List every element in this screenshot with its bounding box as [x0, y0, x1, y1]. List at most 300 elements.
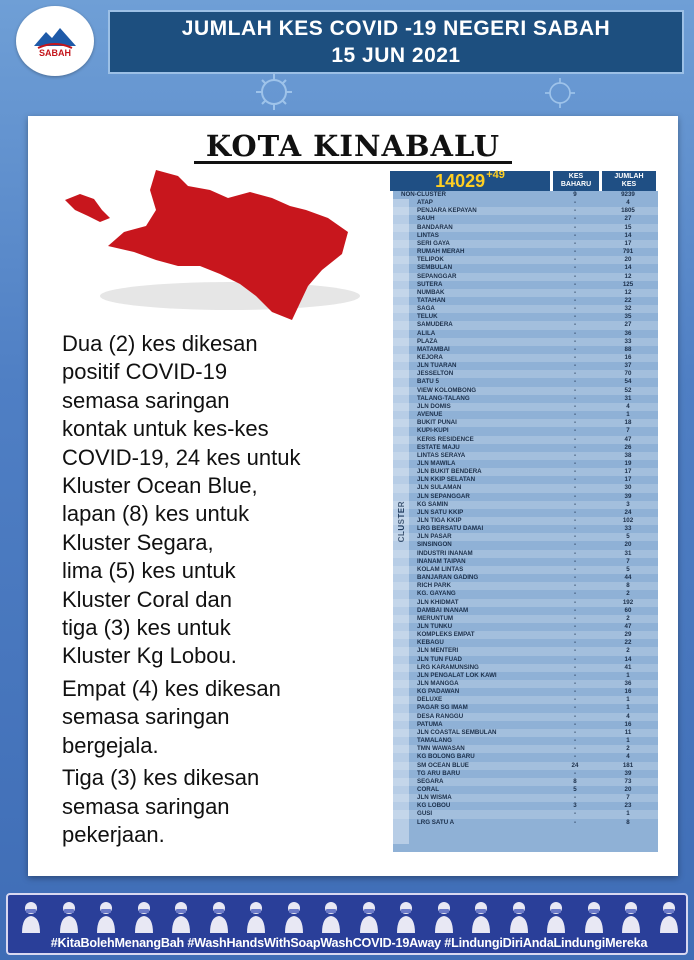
table-row-non-cluster: NON-CLUSTER 9 9239: [401, 191, 635, 198]
table-row: [393, 672, 658, 680]
cluster-new-cases: -: [573, 386, 577, 394]
cluster-total-cases: 31: [624, 394, 632, 402]
cluster-new-cases: -: [573, 248, 577, 256]
frontliner-figure-icon: [583, 899, 605, 933]
table-row: [393, 403, 658, 411]
cluster-total-cases: 47: [624, 622, 632, 630]
cluster-new-cases: -: [573, 541, 577, 549]
table-row: [393, 248, 658, 256]
header-date: 15 JUN 2021: [331, 44, 461, 67]
cluster-total-cases: 4: [626, 753, 630, 761]
cluster-name: JLN COASTAL SEMBULAN: [417, 728, 497, 736]
cluster-total-cases: 44: [624, 574, 632, 582]
cluster-name: TATAHAN: [417, 296, 446, 304]
cluster-new-cases: -: [573, 574, 577, 582]
cluster-new-cases: -: [573, 296, 577, 304]
cluster-name: JLN BUKIT BENDERA: [417, 468, 482, 476]
table-row: [393, 493, 658, 501]
table-row: [393, 419, 658, 427]
cluster-name: SAGA: [417, 305, 435, 313]
cluster-total-cases: 3: [626, 500, 630, 508]
table-row: [393, 680, 658, 688]
cluster-total-cases: 35: [624, 313, 632, 321]
footer-banner: [6, 893, 688, 955]
cluster-new-cases: -: [573, 256, 577, 264]
cluster-name: INDUSTRI INANAM: [417, 549, 473, 557]
table-row: [393, 574, 658, 582]
cluster-total-cases: 15: [624, 223, 632, 231]
table-row: [393, 753, 658, 761]
table-row: [393, 232, 658, 240]
cluster-new-cases: -: [573, 305, 577, 313]
table-row: [393, 224, 658, 232]
virus-decoration-icon: [540, 76, 580, 110]
cluster-new-cases: -: [573, 354, 577, 361]
cluster-total-cases: 14: [624, 655, 632, 663]
frontliner-figure-icon: [95, 899, 117, 933]
cluster-name: ESTATE MAJU: [417, 443, 460, 451]
cluster-total-cases: 22: [624, 296, 632, 304]
cluster-new-cases: -: [573, 345, 577, 353]
table-row: [393, 378, 658, 386]
table-row: [393, 427, 658, 435]
cluster-new-cases: -: [573, 427, 577, 435]
cluster-total-cases: 39: [624, 492, 632, 500]
cluster-name: RUMAH MERAH: [417, 248, 465, 256]
table-row: [393, 281, 658, 289]
table-row: [393, 207, 658, 215]
cluster-new-cases: -: [573, 517, 577, 524]
cluster-new-cases: -: [573, 223, 577, 231]
cluster-total-cases: 17: [624, 239, 632, 247]
table-row: [393, 819, 658, 827]
cluster-name: RICH PARK: [417, 582, 451, 590]
cluster-name: KG PADAWAN: [417, 688, 460, 696]
cluster-name: ALILA: [417, 329, 436, 337]
cluster-total-cases: 181: [622, 761, 634, 769]
cluster-new-cases: -: [573, 688, 577, 696]
cluster-total-cases: 125: [622, 280, 634, 288]
cluster-total-cases: 17: [624, 476, 632, 484]
frontliner-figure-icon: [20, 899, 42, 933]
cluster-new-cases: -: [573, 459, 577, 467]
table-row: [393, 704, 658, 712]
table-row: [393, 297, 658, 305]
table-row: [393, 810, 658, 818]
page-header: [108, 10, 684, 74]
cluster-name: SEMBULAN: [417, 264, 453, 272]
cluster-new-cases: -: [573, 818, 577, 826]
cluster-total-cases: 12: [624, 272, 632, 280]
footer-hashtags: #KitaBolehMenangBah #WashHandsWithSoapWashCOVID-19Away #LindungiDiriAndaLindungiMereka: [50, 936, 648, 950]
cluster-total-cases: 37: [624, 362, 632, 370]
cluster-new-cases: -: [573, 378, 577, 386]
table-row: [393, 615, 658, 623]
table-row: [393, 370, 658, 378]
cluster-name: MATAMBAI: [417, 345, 450, 353]
cluster-name: SAMUDERA: [417, 321, 453, 329]
cluster-new-cases: 24: [571, 761, 579, 769]
table-row: [393, 729, 658, 737]
cluster-name: TAMALANG: [417, 737, 452, 745]
cluster-new-cases: -: [573, 606, 577, 614]
table-row: [393, 395, 658, 403]
table-row: [393, 639, 658, 647]
cluster-new-cases: -: [573, 680, 577, 687]
cluster-name: KG SAMIN: [417, 500, 448, 508]
cluster-name: JLN MAWILA: [417, 459, 456, 467]
cluster-total-cases: 24: [624, 508, 632, 516]
cluster-name: SEPANGGAR: [417, 272, 457, 280]
cluster-new-cases: -: [573, 639, 577, 647]
logo-text: SABAH: [38, 48, 71, 58]
cluster-new-cases: -: [573, 468, 577, 476]
frontliner-figure-icon: [170, 899, 192, 933]
table-row: [393, 688, 658, 696]
cluster-new-cases: -: [573, 549, 577, 557]
cluster-total-cases: 36: [624, 680, 632, 687]
cluster-new-cases: -: [573, 435, 577, 443]
cluster-name: JLN TIGA KKIP: [417, 517, 462, 524]
cluster-new-cases: -: [573, 704, 577, 712]
cluster-new-cases: -: [573, 484, 577, 492]
cluster-name: JLN KKIP SELATAN: [417, 476, 476, 484]
cluster-total-cases: 22: [624, 639, 632, 647]
cluster-total-cases: 20: [624, 785, 632, 793]
cluster-name: TELUK: [417, 313, 438, 321]
table-row: [393, 599, 658, 607]
cluster-name: BANJARAN GADING: [417, 574, 479, 582]
cluster-total-cases: 33: [624, 525, 632, 533]
cluster-name: PENJARA KEPAYAN: [417, 207, 477, 215]
kota-kinabalu-map: [60, 166, 360, 326]
cluster-total-cases: 12: [624, 288, 632, 296]
table-row: [393, 737, 658, 745]
cluster-name: JLN PENGALAT LOK KAWI: [417, 671, 497, 679]
cluster-new-cases: -: [573, 622, 577, 630]
cluster-new-cases: -: [573, 500, 577, 508]
table-row: [393, 647, 658, 655]
table-row: [393, 631, 658, 639]
frontliner-figure-icon: [208, 899, 230, 933]
table-row: [393, 313, 658, 321]
cluster-total-cases: 7: [626, 427, 630, 435]
table-row: [393, 338, 658, 346]
cluster-name: JLN DOMIS: [417, 402, 451, 410]
frontliner-figure-icon: [283, 899, 305, 933]
cluster-total-cases: 32: [624, 305, 632, 313]
table-row: [393, 289, 658, 297]
cluster-new-cases: 8: [573, 777, 577, 785]
cluster-new-cases: -: [573, 525, 577, 533]
cluster-name: LRG KARAMUNSING: [417, 663, 479, 671]
cluster-name: KEBAGU: [417, 639, 444, 647]
cluster-new-cases: -: [573, 402, 577, 410]
cluster-total-cases: 36: [624, 329, 632, 337]
table-row: [393, 411, 658, 419]
table-row: [393, 541, 658, 549]
table-row: [393, 721, 658, 729]
cluster-total-cases: 4: [626, 199, 630, 207]
table-row: [393, 362, 658, 370]
cluster-name: NUMBAK: [417, 288, 445, 296]
cluster-new-cases: -: [573, 614, 577, 622]
cluster-total-cases: 23: [624, 802, 632, 810]
table-row: [393, 517, 658, 525]
table-row: [393, 656, 658, 664]
cluster-name: SAUH: [417, 215, 435, 223]
cluster-total-cases: 29: [624, 631, 632, 639]
cluster-name: AVENUE: [417, 411, 443, 419]
cluster-new-cases: -: [573, 794, 577, 802]
table-row: [393, 582, 658, 590]
cluster-name: JLN MENTERI: [417, 647, 459, 655]
frontliner-figure-icon: [433, 899, 455, 933]
cluster-name: LINTAS SERAYA: [417, 451, 466, 459]
cluster-total-cases: 14: [624, 231, 632, 239]
cluster-new-cases: -: [573, 394, 577, 402]
cluster-new-cases: -: [573, 737, 577, 745]
sabah-logo: [16, 6, 94, 76]
cluster-total-cases: 2: [626, 647, 630, 655]
new-cases-value: +49: [486, 169, 505, 181]
frontliner-figure-icon: [658, 899, 680, 933]
cluster-total-cases: 2: [626, 590, 630, 598]
table-row: [393, 346, 658, 354]
cluster-new-cases: -: [573, 753, 577, 761]
cluster-new-cases: -: [573, 557, 577, 565]
table-row: [393, 273, 658, 281]
table-row: [393, 484, 658, 492]
cluster-total-cases: 20: [624, 256, 632, 264]
cluster-new-cases: -: [573, 720, 577, 728]
paragraph-symptomatic: Empat (4) kes dikesan semasa saringan bergejala.: [62, 675, 281, 758]
table-row: [393, 452, 658, 460]
frontliner-figure-icon: [320, 899, 342, 933]
cluster-total-cases: 54: [624, 378, 632, 386]
cluster-total-cases: 102: [622, 517, 634, 524]
cluster-total-cases: 27: [624, 321, 632, 329]
cluster-vertical-label: CLUSTER: [393, 199, 409, 844]
cluster-name: PATUMA: [417, 720, 443, 728]
frontliner-figure-icon: [620, 899, 642, 933]
cluster-total-cases: 791: [622, 248, 634, 256]
table-row: [393, 550, 658, 558]
cluster-total-cases: 7: [626, 557, 630, 565]
cluster-total-cases: 16: [624, 720, 632, 728]
frontliner-figure-icon: [133, 899, 155, 933]
cluster-name: JLN SATU KKIP: [417, 508, 464, 516]
cluster-total-cases: 17: [624, 468, 632, 476]
cluster-total-cases: 1: [626, 671, 630, 679]
cluster-total-cases: 20: [624, 541, 632, 549]
cluster-new-cases: -: [573, 492, 577, 500]
table-row: [393, 786, 658, 794]
cluster-name: KUPI-KUPI: [417, 427, 449, 435]
cluster-total-cases: 7: [626, 794, 630, 802]
cluster-new-cases: -: [573, 207, 577, 215]
cluster-new-cases: -: [573, 419, 577, 427]
table-row: [393, 533, 658, 541]
cluster-total-cases: 4: [626, 712, 630, 720]
table-row: [393, 590, 658, 598]
cluster-total-cases: 4: [626, 402, 630, 410]
cluster-name: TMN WAWASAN: [417, 745, 465, 753]
cluster-total-cases: 27: [624, 215, 632, 223]
cluster-name: PLAZA: [417, 337, 438, 345]
cluster-total-cases: 70: [624, 370, 632, 378]
cluster-total-cases: 1: [626, 411, 630, 419]
table-row: [393, 264, 658, 272]
cluster-total-cases: 60: [624, 606, 632, 614]
cluster-total-cases: 8: [626, 818, 630, 826]
cluster-new-cases: 3: [573, 802, 577, 810]
cluster-name: KEJORA: [417, 354, 443, 361]
table-row: [393, 802, 658, 810]
frontliner-figure-icon: [545, 899, 567, 933]
cluster-new-cases: -: [573, 712, 577, 720]
table-row: [393, 354, 658, 362]
cluster-total-cases: 8: [626, 582, 630, 590]
cluster-total-cases: 47: [624, 435, 632, 443]
cluster-name: BANDARAN: [417, 223, 453, 231]
cluster-new-cases: -: [573, 810, 577, 818]
cluster-new-cases: -: [573, 647, 577, 655]
cluster-total-cases: 33: [624, 337, 632, 345]
cluster-total-cases: 41: [624, 663, 632, 671]
cluster-new-cases: -: [573, 582, 577, 590]
paragraph-contact-screening: Dua (2) kes dikesan positif COVID-19 semasa saringan kontak untuk kes-kes COVID-19, 24 kes untuk Kluster Ocean Blue, lapan (8) kes untuk Kluster Segara, lima (5) kes untuk Kluster Coral dan tiga (3) kes untuk Kluster Kg Lobou.: [62, 331, 301, 669]
cluster-total-cases: 52: [624, 386, 632, 394]
table-row: [393, 745, 658, 753]
cluster-new-cases: -: [573, 231, 577, 239]
cluster-total-cases: 1: [626, 704, 630, 712]
frontliner-figure-icon: [245, 899, 267, 933]
column-header-jumlah-kes: JUMLAH KES: [602, 171, 656, 191]
paragraph-occupational: Tiga (3) kes dikesan semasa saringan pekerjaan.: [62, 765, 260, 847]
frontliner-figure-icon: [508, 899, 530, 933]
cluster-name: JLN SEPANGGAR: [417, 492, 470, 500]
cluster-name: JLN MANGGA: [417, 680, 459, 687]
cluster-new-cases: -: [573, 769, 577, 777]
cluster-name: JLN TUN FUAD: [417, 655, 463, 663]
cluster-total-cases: 1: [626, 737, 630, 745]
table-row: [393, 468, 658, 476]
cluster-name: JLN PASAR: [417, 533, 452, 541]
table-row: [393, 256, 658, 264]
cluster-name: GUSI: [417, 810, 433, 818]
cluster-name: KG. GAYANG: [417, 590, 456, 598]
cluster-new-cases: -: [573, 215, 577, 223]
table-row: [393, 623, 658, 631]
cluster-name: ATAP: [417, 199, 433, 207]
cluster-total-cases: 19: [624, 459, 632, 467]
cluster-name: DELUXE: [417, 696, 443, 704]
cluster-new-cases: -: [573, 655, 577, 663]
frontliner-figure-icon: [395, 899, 417, 933]
cluster-table: [393, 191, 658, 852]
cluster-name: JLN TUARAN: [417, 362, 457, 370]
cluster-new-cases: -: [573, 663, 577, 671]
table-row: [393, 330, 658, 338]
cluster-new-cases: -: [573, 598, 577, 606]
table-row: [393, 509, 658, 517]
frontliner-figure-icon: [58, 899, 80, 933]
cluster-new-cases: -: [573, 745, 577, 753]
cluster-name: KOMPLEKS EMPAT: [417, 631, 475, 639]
cluster-new-cases: -: [573, 329, 577, 337]
cluster-name: LRG BERSATU DAMAI: [417, 525, 484, 533]
table-row: [393, 305, 658, 313]
cluster-name: DAMBAI INANAM: [417, 606, 469, 614]
cluster-new-cases: -: [573, 533, 577, 541]
cluster-name: LRG SATU A: [417, 818, 455, 826]
cluster-total-cases: 5: [626, 565, 630, 573]
cluster-name: SM OCEAN BLUE: [417, 761, 469, 769]
table-row: [393, 794, 658, 802]
cluster-name: JLN SULAMAN: [417, 484, 462, 492]
cluster-name: MERUNTUM: [417, 614, 454, 622]
frontliner-figures: [20, 899, 680, 935]
cluster-name: INANAM TAIPAN: [417, 557, 466, 565]
cluster-name: SUTERA: [417, 280, 443, 288]
cluster-name: CORAL: [417, 785, 439, 793]
cluster-new-cases: -: [573, 264, 577, 272]
cluster-total-cases: 18: [624, 419, 632, 427]
table-row: [393, 558, 658, 566]
cluster-total-cases: 38: [624, 451, 632, 459]
cluster-total-cases: 1: [626, 696, 630, 704]
cluster-new-cases: 5: [573, 785, 577, 793]
cluster-new-cases: -: [573, 451, 577, 459]
cluster-new-cases: -: [573, 199, 577, 207]
cluster-new-cases: -: [573, 696, 577, 704]
cluster-new-cases: -: [573, 476, 577, 484]
cluster-total-cases: 26: [624, 443, 632, 451]
cluster-new-cases: -: [573, 313, 577, 321]
cluster-new-cases: -: [573, 272, 577, 280]
table-row: [393, 607, 658, 615]
cluster-new-cases: -: [573, 565, 577, 573]
cluster-new-cases: -: [573, 239, 577, 247]
cluster-new-cases: -: [573, 443, 577, 451]
cluster-name: JLN WISMA: [417, 794, 452, 802]
cluster-total-cases: 192: [622, 598, 634, 606]
cluster-name: TALANG-TALANG: [417, 394, 470, 402]
cluster-total-cases: 14: [624, 264, 632, 272]
description-text: [62, 330, 382, 853]
cluster-name: KERIS RESIDENCE: [417, 435, 474, 443]
cluster-total-cases: 1: [626, 810, 630, 818]
cluster-name: TG ARU BARU: [417, 769, 461, 777]
table-row: [393, 566, 658, 574]
cluster-new-cases: -: [573, 671, 577, 679]
cluster-new-cases: -: [573, 508, 577, 516]
table-row: [393, 770, 658, 778]
cluster-total-cases: 1805: [621, 207, 635, 215]
cluster-name: JESSELTON: [417, 370, 454, 378]
total-cases-badge: [390, 171, 550, 191]
table-row: [393, 476, 658, 484]
cluster-total-cases: 2: [626, 614, 630, 622]
table-row: [393, 696, 658, 704]
cluster-name: KG BOLONG BARU: [417, 753, 475, 761]
cluster-total-cases: 30: [624, 484, 632, 492]
cluster-new-cases: -: [573, 728, 577, 736]
cluster-total-cases: 11: [624, 728, 632, 736]
cluster-total-cases: 73: [624, 777, 632, 785]
cluster-new-cases: -: [573, 288, 577, 296]
